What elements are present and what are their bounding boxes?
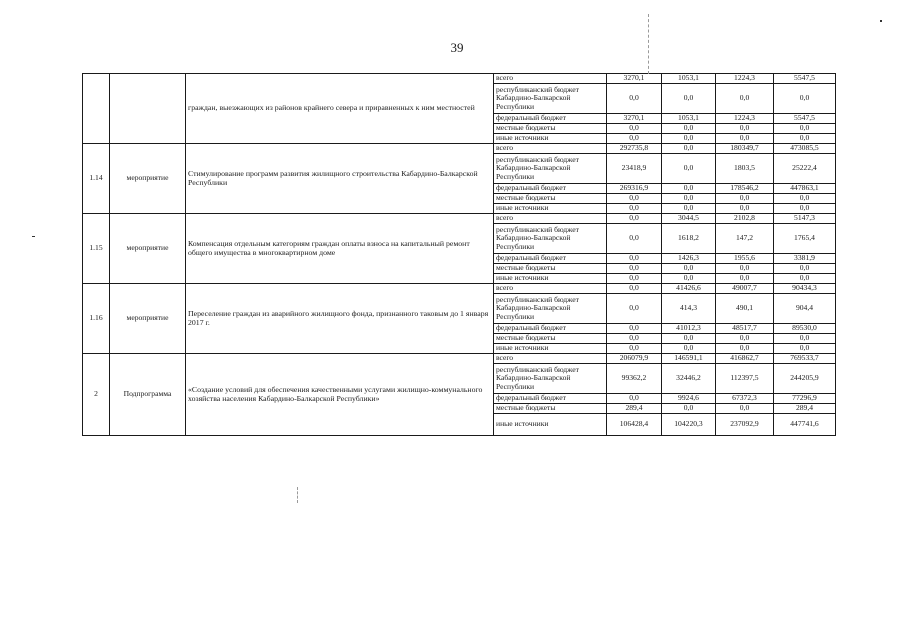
item-name: Стимулирование программ развития жилищного строительства Кабардино-Балкарской Республики	[186, 144, 494, 214]
amount-cell: 1426,3	[662, 254, 716, 264]
amount-cell: 1803,5	[716, 154, 774, 184]
amount-cell: 237092,9	[716, 414, 774, 436]
amount-cell: 0,0	[607, 124, 662, 134]
amount-cell: 0,0	[716, 204, 774, 214]
amount-cell: 48517,7	[716, 324, 774, 334]
funding-source: местные бюджеты	[494, 194, 607, 204]
amount-cell: 0,0	[716, 194, 774, 204]
amount-cell: 0,0	[607, 274, 662, 284]
funding-source: федеральный бюджет	[494, 184, 607, 194]
amount-cell: 0,0	[716, 264, 774, 274]
amount-cell: 0,0	[607, 344, 662, 354]
item-type: мероприятие	[110, 144, 186, 214]
amount-cell: 0,0	[662, 154, 716, 184]
funding-source: всего	[494, 284, 607, 294]
amount-cell: 414,3	[662, 294, 716, 324]
funding-source: местные бюджеты	[494, 264, 607, 274]
amount-cell: 3270,1	[607, 114, 662, 124]
amount-cell: 0,0	[662, 404, 716, 414]
amount-cell: 146591,1	[662, 354, 716, 364]
amount-cell: 416862,7	[716, 354, 774, 364]
funding-source: федеральный бюджет	[494, 394, 607, 404]
funding-source: местные бюджеты	[494, 124, 607, 134]
amount-cell: 9924,6	[662, 394, 716, 404]
scan-artifact-line	[648, 14, 649, 74]
amount-cell: 106428,4	[607, 414, 662, 436]
amount-cell: 1053,1	[662, 74, 716, 84]
amount-cell: 0,0	[774, 334, 836, 344]
amount-cell: 0,0	[716, 274, 774, 284]
amount-cell: 269316,9	[607, 184, 662, 194]
amount-cell: 1618,2	[662, 224, 716, 254]
item-number: 2	[83, 354, 110, 436]
amount-cell: 0,0	[662, 144, 716, 154]
funding-source: иные источники	[494, 414, 607, 436]
amount-cell: 0,0	[662, 264, 716, 274]
table-row	[83, 284, 836, 294]
amount-cell: 0,0	[716, 124, 774, 134]
scan-speck	[32, 236, 35, 237]
amount-cell: 473085,5	[774, 144, 836, 154]
funding-source: республиканский бюджет Кабардино-Балкарской Республики	[494, 294, 607, 324]
amount-cell: 769533,7	[774, 354, 836, 364]
item-type: Подпрограмма	[110, 354, 186, 436]
amount-cell: 0,0	[607, 264, 662, 274]
amount-cell: 0,0	[607, 224, 662, 254]
amount-cell: 1224,3	[716, 74, 774, 84]
amount-cell: 206079,9	[607, 354, 662, 364]
amount-cell: 0,0	[607, 204, 662, 214]
amount-cell: 0,0	[774, 124, 836, 134]
item-name: Переселение граждан из аварийного жилищного фонда, признанного таковым до 1 января 2017 г.	[186, 284, 494, 354]
table-row	[83, 144, 836, 154]
amount-cell: 2102,8	[716, 214, 774, 224]
amount-cell: 904,4	[774, 294, 836, 324]
amount-cell: 0,0	[607, 194, 662, 204]
amount-cell: 0,0	[716, 404, 774, 414]
amount-cell: 41012,3	[662, 324, 716, 334]
amount-cell: 5547,5	[774, 114, 836, 124]
amount-cell: 0,0	[662, 194, 716, 204]
table-row	[83, 354, 836, 364]
page-number: 39	[450, 40, 464, 55]
amount-cell: 89530,0	[774, 324, 836, 334]
funding-source: всего	[494, 214, 607, 224]
funding-source: иные источники	[494, 204, 607, 214]
amount-cell: 0,0	[774, 274, 836, 284]
amount-cell: 0,0	[774, 84, 836, 114]
amount-cell: 292735,8	[607, 144, 662, 154]
amount-cell: 0,0	[607, 324, 662, 334]
funding-source: иные источники	[494, 274, 607, 284]
amount-cell: 77296,9	[774, 394, 836, 404]
amount-cell: 3381,9	[774, 254, 836, 264]
item-name: «Создание условий для обеспечения качественными услугами жилищно-коммунального хозяйства населения Кабардино-Балкарской Республики»	[186, 354, 494, 436]
amount-cell: 0,0	[716, 134, 774, 144]
amount-cell: 0,0	[607, 294, 662, 324]
item-name: Компенсация отдельным категориям граждан оплаты взноса на капитальный ремонт общего имущества в многоквартирном доме	[186, 214, 494, 284]
amount-cell: 0,0	[607, 284, 662, 294]
item-number: 1.15	[83, 214, 110, 284]
amount-cell: 447863,1	[774, 184, 836, 194]
amount-cell: 0,0	[662, 124, 716, 134]
amount-cell: 1765,4	[774, 224, 836, 254]
amount-cell: 289,4	[607, 404, 662, 414]
amount-cell: 0,0	[662, 274, 716, 284]
amount-cell: 41426,6	[662, 284, 716, 294]
amount-cell: 104220,3	[662, 414, 716, 436]
amount-cell: 99362,2	[607, 364, 662, 394]
amount-cell: 178546,2	[716, 184, 774, 194]
amount-cell: 0,0	[607, 394, 662, 404]
amount-cell: 0,0	[774, 344, 836, 354]
amount-cell: 32446,2	[662, 364, 716, 394]
amount-cell: 67372,3	[716, 394, 774, 404]
amount-cell: 3270,1	[607, 74, 662, 84]
amount-cell: 23418,9	[607, 154, 662, 184]
funding-source: республиканский бюджет Кабардино-Балкарской Республики	[494, 84, 607, 114]
funding-source: федеральный бюджет	[494, 254, 607, 264]
amount-cell: 90434,3	[774, 284, 836, 294]
amount-cell: 0,0	[662, 84, 716, 114]
amount-cell: 25222,4	[774, 154, 836, 184]
item-number: 1.16	[83, 284, 110, 354]
amount-cell: 0,0	[607, 134, 662, 144]
amount-cell: 112397,5	[716, 364, 774, 394]
amount-cell: 0,0	[716, 84, 774, 114]
funding-source: республиканский бюджет Кабардино-Балкарской Республики	[494, 154, 607, 184]
amount-cell: 180349,7	[716, 144, 774, 154]
amount-cell: 0,0	[662, 184, 716, 194]
item-type: мероприятие	[110, 214, 186, 284]
item-number: 1.14	[83, 144, 110, 214]
amount-cell: 1224,3	[716, 114, 774, 124]
amount-cell: 0,0	[607, 254, 662, 264]
item-type	[110, 74, 186, 144]
amount-cell: 0,0	[662, 134, 716, 144]
item-name: граждан, выезжающих из районов крайнего севера и приравненных к ним местностей	[186, 74, 494, 144]
amount-cell: 5147,3	[774, 214, 836, 224]
amount-cell: 1053,1	[662, 114, 716, 124]
amount-cell: 0,0	[607, 84, 662, 114]
funding-source: местные бюджеты	[494, 334, 607, 344]
item-type: мероприятие	[110, 284, 186, 354]
amount-cell: 0,0	[607, 214, 662, 224]
amount-cell: 244205,9	[774, 364, 836, 394]
budget-table	[82, 73, 836, 436]
funding-source: федеральный бюджет	[494, 114, 607, 124]
funding-source: всего	[494, 354, 607, 364]
amount-cell: 490,1	[716, 294, 774, 324]
amount-cell: 5547,5	[774, 74, 836, 84]
scan-speck	[880, 20, 882, 22]
funding-source: иные источники	[494, 344, 607, 354]
amount-cell: 0,0	[662, 344, 716, 354]
funding-source: всего	[494, 144, 607, 154]
amount-cell: 289,4	[774, 404, 836, 414]
amount-cell: 1955,6	[716, 254, 774, 264]
amount-cell: 0,0	[774, 134, 836, 144]
amount-cell: 147,2	[716, 224, 774, 254]
funding-source: иные источники	[494, 134, 607, 144]
amount-cell: 0,0	[774, 204, 836, 214]
amount-cell: 3044,5	[662, 214, 716, 224]
amount-cell: 0,0	[662, 334, 716, 344]
amount-cell: 0,0	[716, 344, 774, 354]
amount-cell: 0,0	[774, 194, 836, 204]
funding-source: федеральный бюджет	[494, 324, 607, 334]
amount-cell: 49007,7	[716, 284, 774, 294]
amount-cell: 0,0	[716, 334, 774, 344]
amount-cell: 447741,6	[774, 414, 836, 436]
funding-source: республиканский бюджет Кабардино-Балкарской Республики	[494, 364, 607, 394]
amount-cell: 0,0	[662, 204, 716, 214]
funding-source: местные бюджеты	[494, 404, 607, 414]
amount-cell: 0,0	[774, 264, 836, 274]
item-number	[83, 74, 110, 144]
funding-source: всего	[494, 74, 607, 84]
scan-artifact-line	[297, 487, 298, 503]
table-row	[83, 214, 836, 224]
amount-cell: 0,0	[607, 334, 662, 344]
funding-source: республиканский бюджет Кабардино-Балкарской Республики	[494, 224, 607, 254]
table-row	[83, 74, 836, 84]
